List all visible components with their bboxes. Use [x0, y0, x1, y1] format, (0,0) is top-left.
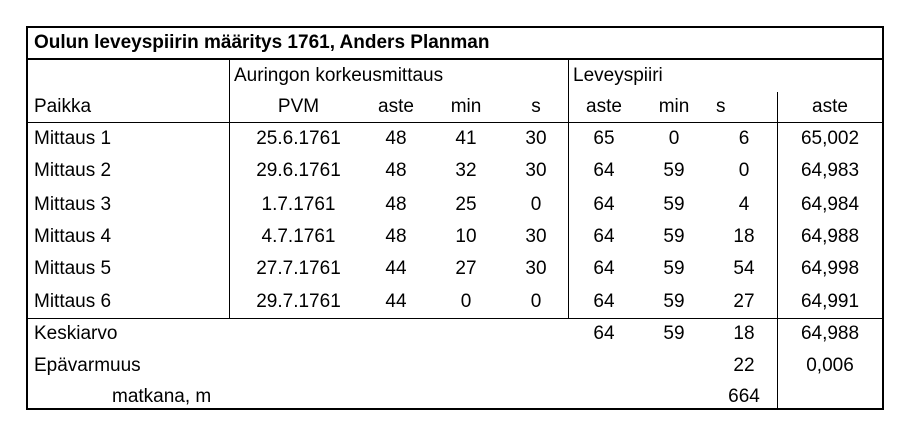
cell-date: 29.6.1761: [256, 160, 341, 181]
cell-sun-min: 27: [455, 258, 477, 279]
cell-lat-deg: 64: [593, 258, 615, 279]
cell-lat-deg: 64: [593, 226, 615, 247]
cell-sun-min: 25: [455, 194, 477, 215]
mean-label: Keskiarvo: [34, 323, 118, 344]
cell-date: 27.7.1761: [256, 258, 341, 279]
header-lat-deg: aste: [586, 96, 622, 117]
header-sun-min: min: [450, 96, 482, 117]
header-sun-deg: aste: [378, 96, 414, 117]
cell-lat-sec: 4: [738, 194, 750, 215]
cell-lat-min: 59: [663, 160, 685, 181]
cell-sun-sec: 30: [525, 258, 547, 279]
cell-sun-sec: 0: [530, 291, 542, 312]
cell-lat-deg: 65: [593, 128, 615, 149]
mean-lat-decimal: 64,988: [800, 323, 860, 344]
cell-lat-sec: 27: [733, 291, 755, 312]
cell-place: Mittaus 1: [34, 128, 112, 149]
cell-lat-sec: 0: [738, 160, 750, 181]
group-header-sun: Auringon korkeusmittaus: [234, 65, 444, 86]
distance-label: matkana, m: [112, 386, 212, 407]
cell-date: 25.6.1761: [256, 128, 341, 149]
cell-place: Mittaus 3: [34, 194, 112, 215]
cell-lat-decimal: 64,991: [800, 291, 860, 312]
header-lat-decimal: aste: [812, 96, 848, 117]
cell-lat-min: 59: [663, 291, 685, 312]
spreadsheet-table: [26, 26, 884, 410]
mean-lat-min: 59: [663, 323, 685, 344]
header-date: PVM: [277, 96, 320, 117]
cell-lat-min: 59: [663, 226, 685, 247]
cell-sun-deg: 44: [385, 258, 407, 279]
cell-date: 1.7.1761: [261, 194, 336, 215]
cell-place: Mittaus 4: [34, 226, 112, 247]
cell-lat-min: 59: [663, 258, 685, 279]
uncertainty-label: Epävarmuus: [34, 355, 141, 376]
cell-sun-sec: 30: [525, 226, 547, 247]
cell-sun-min: 41: [455, 128, 477, 149]
header-lat-sec: s: [716, 96, 726, 117]
cell-lat-sec: 18: [733, 226, 755, 247]
cell-date: 29.7.1761: [256, 291, 341, 312]
cell-place: Mittaus 5: [34, 258, 112, 279]
cell-sun-min: 10: [455, 226, 477, 247]
cell-sun-sec: 30: [525, 160, 547, 181]
header-lat-min: min: [658, 96, 690, 117]
cell-sun-sec: 0: [530, 194, 542, 215]
uncertainty-sec: 22: [733, 355, 755, 376]
cell-lat-decimal: 64,984: [800, 194, 860, 215]
cell-sun-min: 32: [455, 160, 477, 181]
cell-lat-min: 0: [668, 128, 680, 149]
cell-lat-sec: 6: [738, 128, 750, 149]
table-title: Oulun leveyspiirin määritys 1761, Anders Planman: [28, 28, 882, 60]
cell-sun-deg: 48: [385, 194, 407, 215]
cell-lat-decimal: 64,998: [800, 258, 860, 279]
mean-lat-deg: 64: [593, 323, 615, 344]
header-place: Paikka: [34, 96, 92, 117]
cell-lat-deg: 64: [593, 160, 615, 181]
cell-sun-deg: 48: [385, 128, 407, 149]
cell-sun-deg: 48: [385, 226, 407, 247]
cell-lat-decimal: 65,002: [800, 128, 860, 149]
uncertainty-decimal: 0,006: [806, 355, 854, 376]
distance-value: 664: [728, 386, 760, 407]
cell-sun-min: 0: [460, 291, 472, 312]
cell-sun-deg: 44: [385, 291, 407, 312]
cell-place: Mittaus 6: [34, 291, 112, 312]
cell-sun-deg: 48: [385, 160, 407, 181]
group-header-latitude: Leveyspiiri: [573, 65, 663, 86]
cell-lat-deg: 64: [593, 291, 615, 312]
cell-sun-sec: 30: [525, 128, 547, 149]
header-sun-sec: s: [531, 96, 541, 117]
cell-place: Mittaus 2: [34, 160, 112, 181]
cell-lat-min: 59: [663, 194, 685, 215]
mean-lat-sec: 18: [733, 323, 755, 344]
cell-lat-sec: 54: [733, 258, 755, 279]
cell-date: 4.7.1761: [261, 226, 336, 247]
cell-lat-decimal: 64,988: [800, 226, 860, 247]
cell-lat-deg: 64: [593, 194, 615, 215]
cell-lat-decimal: 64,983: [800, 160, 860, 181]
